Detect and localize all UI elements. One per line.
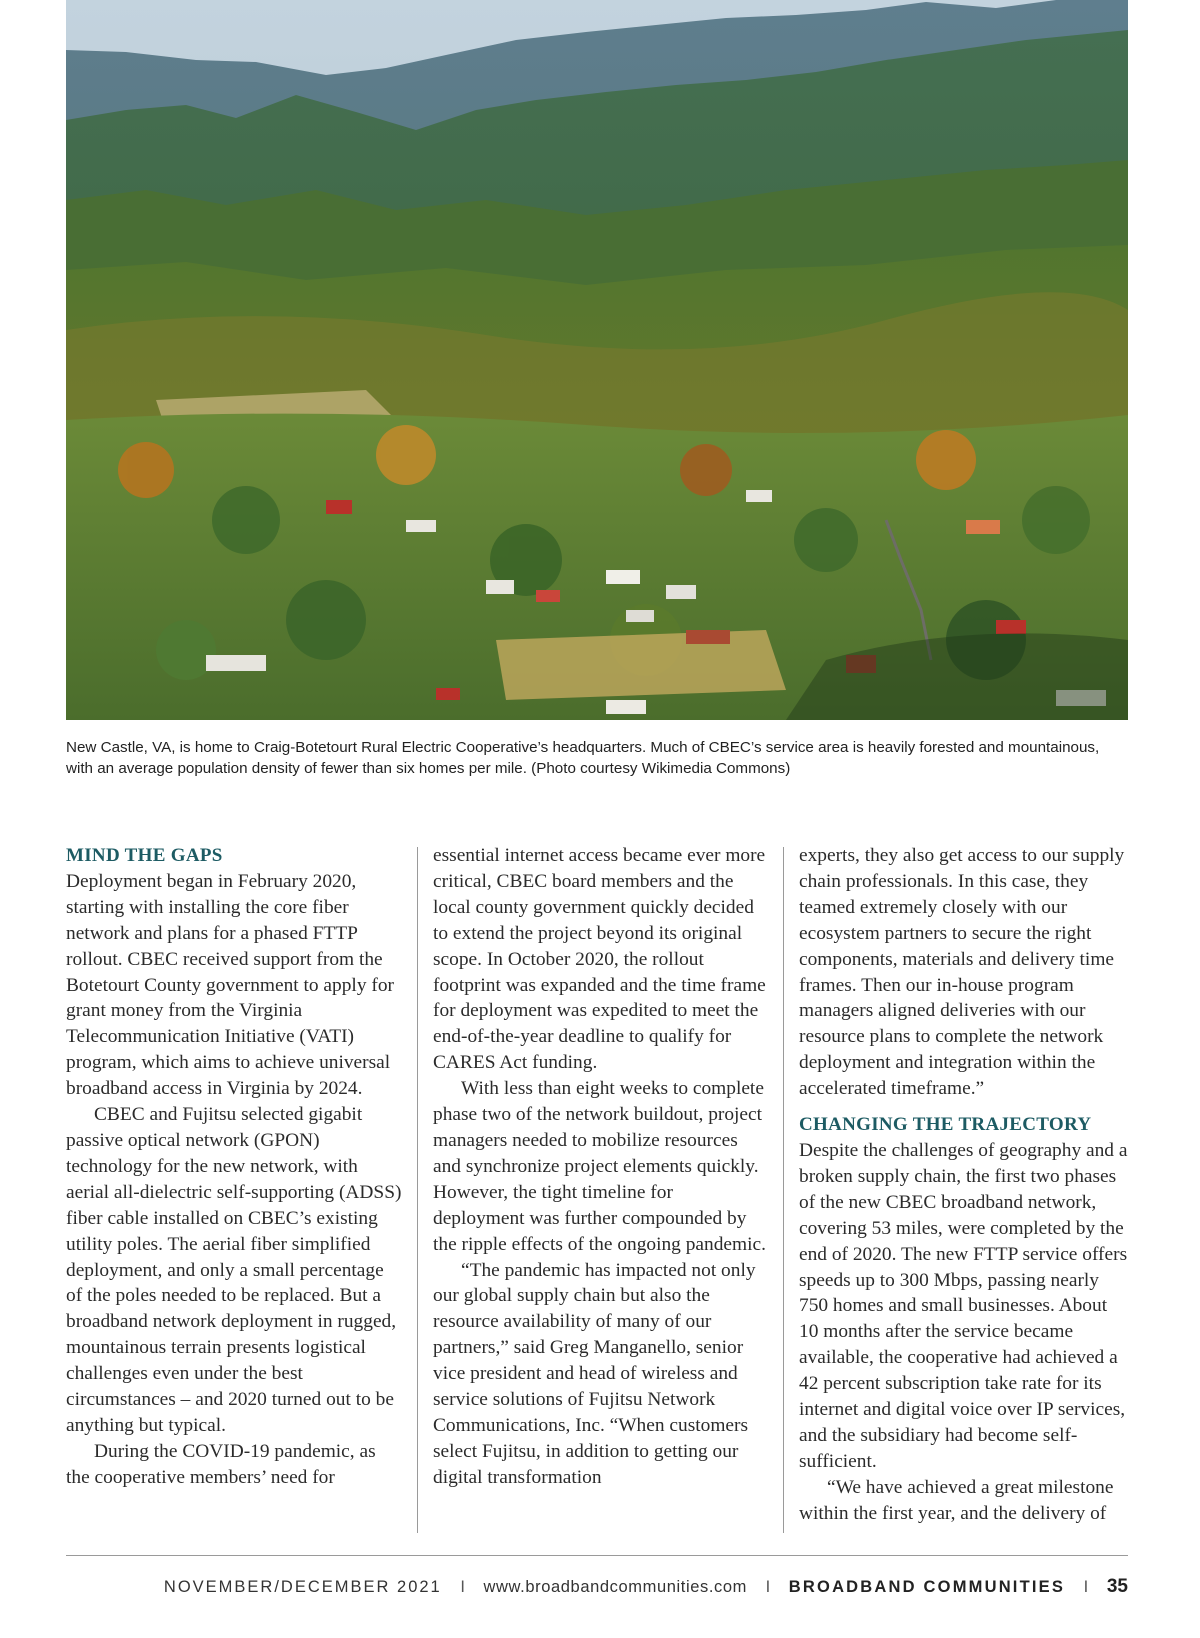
paragraph: “We have achieved a great milestone within the first year, and the delivery of <box>799 1476 1114 1524</box>
magazine-name: BROADBAND COMMUNITIES <box>788 1577 1066 1596</box>
section-heading-changing-the-trajectory: CHANGING THE TRAJECTORY <box>799 1114 1092 1136</box>
issue-date: NOVEMBER/DECEMBER 2021 <box>163 1577 442 1596</box>
paragraph: Deployment began in February 2020, starting with installing the core fiber network and plans for a phased FTTP rollout. CBEC received support from the Botetourt County government to apply for grant money from the Virginia Telecommunication Initiative (VATI) program, which aims to achieve universal broadband access in Virginia by 2024. <box>66 870 394 1100</box>
paragraph: During the COVID-19 pandemic, as the cooperative members’ need for <box>66 1440 376 1488</box>
photo-caption: New Castle, VA, is home to Craig-Botetourt Rural Electric Cooperative’s headquarters. Much of CBEC’s service area is heavily forested and mountainous, with an average population density of fewer than six homes per mile. (Photo courtesy Wikimedia Commons) <box>66 739 1100 777</box>
paragraph: Despite the challenges of geography and a broken supply chain, the first two phases of the new CBEC broadband network, covering 53 miles, were completed by the end of 2020. The new FTTP service offers speeds up to 300 Mbps, passing nearly 750 homes and small businesses. About 10 months after the service became available, the cooperative had achieved a 42 percent subscription take rate for its internet and digital voice over IP services, and the subsidiary had become self-sufficient. <box>799 1139 1128 1472</box>
website-link[interactable]: www.broadbandcommunities.com <box>483 1577 748 1596</box>
column-divider <box>783 847 784 1533</box>
column-divider <box>417 847 418 1533</box>
page-number: 35 <box>1106 1576 1128 1597</box>
paragraph: “The pandemic has impacted not only our global supply chain but also the resource availability of many of our partners,” said Greg Manganello, senior vice president and head of wireless and service solutions of Fujitsu Network Communications, Inc. “When customers select Fujitsu, in addition to getting our digital transformation <box>433 1259 756 1488</box>
footer-rule <box>66 1555 1128 1556</box>
page-footer <box>66 1576 1128 1598</box>
article-column-3 <box>799 843 1129 1533</box>
section-heading-mind-the-gaps: MIND THE GAPS <box>66 845 223 866</box>
footer-separator: I <box>460 1577 465 1596</box>
new-castle-aerial-photo <box>66 0 1128 720</box>
article-column-2 <box>433 843 768 1533</box>
footer-separator: I <box>1083 1577 1089 1596</box>
article-column-1 <box>66 843 402 1533</box>
paragraph: With less than eight weeks to complete phase two of the network buildout, project managers needed to mobilize resources and synchronize project elements quickly. However, the tight timeline for deployment was further compounded by the ripple effects of the ongoing pandemic. <box>433 1078 766 1255</box>
paragraph: experts, they also get access to our supply chain professionals. In this case, they teamed extremely closely with our ecosystem partners to secure the right components, materials and delivery time frames. Then our in-house program managers aligned deliveries with our resource plans to complete the network deployment and integration within the accelerated timeframe.” <box>799 845 1125 1100</box>
paragraph: CBEC and Fujitsu selected gigabit passive optical network (GPON) technology for the new network, with aerial all-dielectric self-supporting (ADSS) fiber cable installed on CBEC’s existing utility poles. The aerial fiber simplified deployment, and only a small percentage of the poles needed to be replaced. But a broadband network deployment in rugged, mountainous terrain presents logistical challenges even under the best circumstances – and 2020 turned out to be anything but typical. <box>66 1104 402 1436</box>
footer-separator: I <box>765 1577 771 1596</box>
paragraph: essential internet access became ever more critical, CBEC board members and the local county government quickly decided to extend the project beyond its original scope. In October 2020, the rollout footprint was expanded and the time frame for deployment was expedited to meet the end-of-the-year deadline to qualify for CARES Act funding. <box>433 845 766 1074</box>
